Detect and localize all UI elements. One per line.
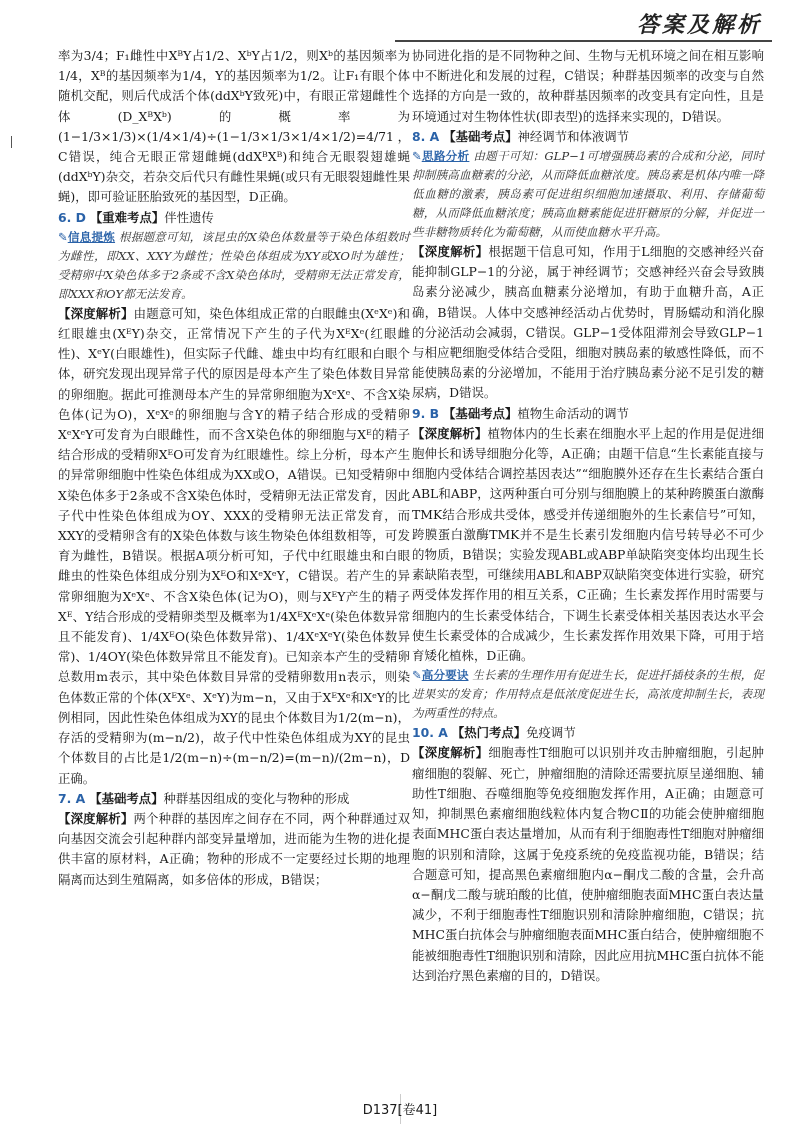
q6-info-note: [58, 228, 410, 304]
q7-continued: 协同进化指的是不同物种之间、生物与无机环境之间在相互影响中不断进化和发展的过程，C错误；种群基因频率的改变与自然选择的方向是一致的，故种群基因频率的改变具有定向性，且是环境通过对生物体性状(即表型)的选择来实现的，D错误。: [412, 48, 764, 124]
q10-topic: 免疫调节: [526, 725, 576, 741]
q6-topic: 伴性遗传: [164, 209, 214, 225]
q8-deep-text: 根据题干信息可知，作用于L细胞的交感神经兴奋能抑制GLP−1的分泌，属于神经调节；交感神经兴奋会导致胰岛素分泌减少，胰高血糖素分泌增加，有助于血糖升高，A正确，B错误。人体中交感神经活动占优势时，胃肠蠕动和消化腺的分泌活动会减弱，C错误。GLP−1受体阻滞剂会导致GLP−1与相应靶细胞受体结合受阻，细胞对胰岛素的敏感性降低，而不能使胰岛素的分泌增加，不能用于治疗胰岛素分泌不足引发的糖尿病，D错误。: [412, 244, 765, 401]
q10-heading: [412, 723, 764, 743]
q6-note-label: 信息提炼: [67, 229, 116, 244]
q9-tag: 【基础考点】: [443, 405, 518, 421]
q8-analysis: [412, 242, 764, 404]
q7-topic: 种群基因组成的变化与物种的形成: [163, 790, 350, 806]
q9-note-text: 生长素的生理作用有促进生长，促进扦插枝条的生根，促进果实的发育；作用特点是低浓度促进生长，高浓度抑制生长，表现为两重性的特点。: [412, 668, 764, 721]
q6-note-text: 根据题意可知，该昆虫的X染色体数量等于染色体组数时为雌性，即XX、XXY为雌性；性染色体组成为XY或XO时为雄性；受精卵中X染色体多于2条或不含X染色体时，受精卵无法正常发育，即XXX和OY都无法发育。: [58, 229, 410, 301]
left-column: [58, 46, 410, 890]
q8-heading: [412, 127, 764, 147]
q10-analysis: [412, 743, 764, 985]
q8-deep-label: 【深度解析】: [412, 244, 489, 260]
q7-analysis: [58, 809, 410, 890]
q7-tag: 【基础考点】: [89, 790, 164, 806]
q6-deep-label: 【深度解析】: [58, 305, 134, 321]
pencil-icon: ✎: [412, 668, 422, 683]
q10-deep-label: 【深度解析】: [412, 745, 489, 761]
header-rule: [395, 40, 772, 42]
q10-tag: 【热门考点】: [451, 725, 527, 741]
right-column: [412, 46, 764, 986]
q8-topic: 神经调节和体液调节: [517, 128, 630, 144]
header-title: 答案及解析: [636, 12, 762, 38]
q7-number: 7. A: [58, 790, 86, 806]
pencil-icon: ✎: [58, 229, 68, 244]
q6-number: 6. D: [58, 209, 86, 225]
q9-number: 9. B: [412, 405, 440, 421]
q6-deep-text: 由题意可知，染色体组成正常的白眼雌虫(XᵉXᵉ)和红眼雄虫(XᴱY)杂交，正常情况下产生的子代为XᴱXᵉ(红眼雌性)、XᵉY(白眼雄性)，但实际子代雌、雄虫中均有红眼和白眼个体，研究发现出现异常子代的原因是母本产生了染色体数目异常的卵细胞。据此可推测母本产生的异常卵细胞为XᵉXᵉ、不含X染色体(记为O)，XᵉXᵉ的卵细胞与含Y的精子结合形成的受精卵XᵉXᵉY可发育为白眼雌性，而不含X染色体的卵细胞与Xᴱ的精子结合形成的受精卵XᴱO可发育为红眼雄性。综上分析，母本产生的异常卵细胞中性染色体组成为XX或O，A错误。已知受精卵中X染色体多于2条或不含X染色体时，受精卵无法正常发育，因此子代中性染色体组成为OY、XXX的受精卵无法正常发育，而XXY的受精卵含有的X染色体数与该生物染色体组数相等，可发育为雌性，B错误。根据A项分析可知，子代中红眼雄虫和白眼雌虫的性染色体组成分别为XᴱO和XᵉXᵉY，C错误。若产生的异常卵细胞为XᵉXᵉ、不含X染色体(记为O)，则与XᴱY产生的精子Xᴱ、Y结合形成的受精卵类型及概率为1/4XᴱXᵉXᵉ(染色体数异常且不能发育)、1/4XᴱO(染色体数异常)、1/4XᵉXᵉY(染色体数异常)、1/4OY(染色体数异常且不能发育)。已知亲本产生的受精卵总数用m表示，其中染色体数目异常的受精卵数用n表示，则染色体数正常的个体(XᴱXᵉ、XᵉY)为m−n，又由于XᴱXᵉ和XᵉY的比例相同，因此性染色体组成为XY的昆虫个体数目为1/2(m−n)，存活的受精卵为(m−n/2)，故子代中性染色体组成为XY的昆虫个体数目的占比是1/2(m−n)÷(m−n/2)=(m−n)/(2m−n)，D正确。: [58, 305, 411, 786]
q9-note-label: 高分要诀: [421, 668, 469, 683]
pencil-icon: ✎: [412, 149, 422, 164]
q10-deep-text: 细胞毒性T细胞可以识别并攻击肿瘤细胞，引起肿瘤细胞的裂解、死亡，肿瘤细胞的清除还需要抗原呈递细胞、辅助性T细胞、吞噬细胞等免疫细胞发挥作用，A正确；由题意可知，抑制黑色素瘤细胞线粒体内复合物CⅡ的功能会使肿瘤细胞表面MHC蛋白表达量增加，从而有利于细胞毒性T细胞对肿瘤细胞的识别和清除，这属于免疫系统的免疫监视功能，B错误；结合题意可知，提高黑色素瘤细胞内α−酮戊二酸的含量，会升高α−酮戊二酸与琥珀酸的比值，使肿瘤细胞表面MHC蛋白表达量减少，不利于细胞毒性T细胞识别和清除肿瘤细胞，C错误；抗MHC蛋白抗体会与肿瘤细胞表面MHC蛋白结合，使肿瘤细胞不能被细胞毒性T细胞识别和清除，因此应用抗MHC蛋白抗体不能达到治疗黑色素瘤的目的，D错误。: [412, 745, 765, 983]
q6-heading: [58, 208, 410, 228]
q9-analysis: [412, 424, 764, 666]
q6-tag: 【重难考点】: [89, 209, 165, 225]
q8-thinking-note: [412, 147, 764, 242]
margin-mark: [11, 136, 12, 148]
q9-topic: 植物生命活动的调节: [517, 405, 629, 421]
q8-number: 8. A: [412, 128, 440, 144]
q9-tip-note: [412, 666, 764, 723]
q6-analysis: [58, 304, 410, 789]
q5-continued: 率为3/4；F₁雌性中XᴮY占1/2、XᵇY占1/2，则Xᵇ的基因频率为1/4，Xᴮ的基因频率为1/4，Y的基因频率为1/2。让F₁有眼个体随机交配，则后代成活个体(ddXᵇY致死)中，有眼正常翅雌性个体(D_XᴮXᵇ)的概率为(1−1/3×1/3)×(1/4×1/4)÷(1−1/3×1/3×1/4×1/2)=4/71，C错误，纯合无眼正常翅雌蝇(ddXᴮXᴮ)和纯合无眼裂翅雄蝇(ddXᵇY)杂交，若杂交后代只有雌性果蝇(或只有无眼裂翅雌性果蝇)，即可验证胚胎致死的基因型，D正确。: [58, 48, 410, 205]
q9-heading: [412, 404, 764, 424]
q8-note-text: 由题干可知：GLP−1可增强胰岛素的合成和分泌，同时抑制胰高血糖素的分泌，从而降低血糖浓度。胰岛素是机体内唯一降低血糖的激素，胰岛素可促进组织细胞加速摄取、利用、存储葡萄糖，从而降低血糖浓度；胰高血糖素能促进肝糖原的分解，并促进一些非糖物质转化为葡萄糖，从而使血糖水平升高。: [412, 149, 764, 240]
q7-deep-text: 两个种群的基因库之间存在不同，两个种群通过双向基因交流会引起种群内部变异量增加，进而能为生物的进化提供丰富的原材料，A正确；物种的形成不一定要经过长期的地理隔离而达到生殖隔离，如多倍体的形成，B错误；: [58, 810, 410, 887]
q7-deep-label: 【深度解析】: [58, 810, 134, 826]
q8-note-label: 思路分析: [421, 149, 470, 164]
page-number: D137[卷41]: [362, 1103, 438, 1118]
q9-deep-text: 植物体内的生长素在细胞水平上起的作用是促进细胞伸长和诱导细胞分化等，A正确；由题干信息“生长素能直接与细胞内受体结合调控基因表达”“细胞膜外还存在生长素结合蛋白ABL和ABP，这两种蛋白可分别与细胞膜上的某种跨膜蛋白激酶TMK结合形成共受体，感受并传递细胞外的生长素信号”可知，跨膜蛋白激酶TMK并不是生长素引发细胞内信号转导必不可少的物质，B错误；实验发现ABL或ABP单缺陷突变体均出现生长素缺陷表型，可继续用ABL和ABP双缺陷突变体进行实验，研究两受体发挥作用的相互关系，C正确；生长素发挥作用时需要与细胞内的生长素受体结合，下调生长素受体相关基因表达水平会使生长素受体的合成减少，生长素发挥作用效果下降，可用于培育矮化植株，D正确。: [412, 425, 764, 664]
q10-number: 10. A: [412, 725, 448, 741]
q9-deep-label: 【深度解析】: [412, 425, 488, 441]
q8-tag: 【基础考点】: [443, 128, 518, 144]
q7-heading: [58, 789, 410, 809]
